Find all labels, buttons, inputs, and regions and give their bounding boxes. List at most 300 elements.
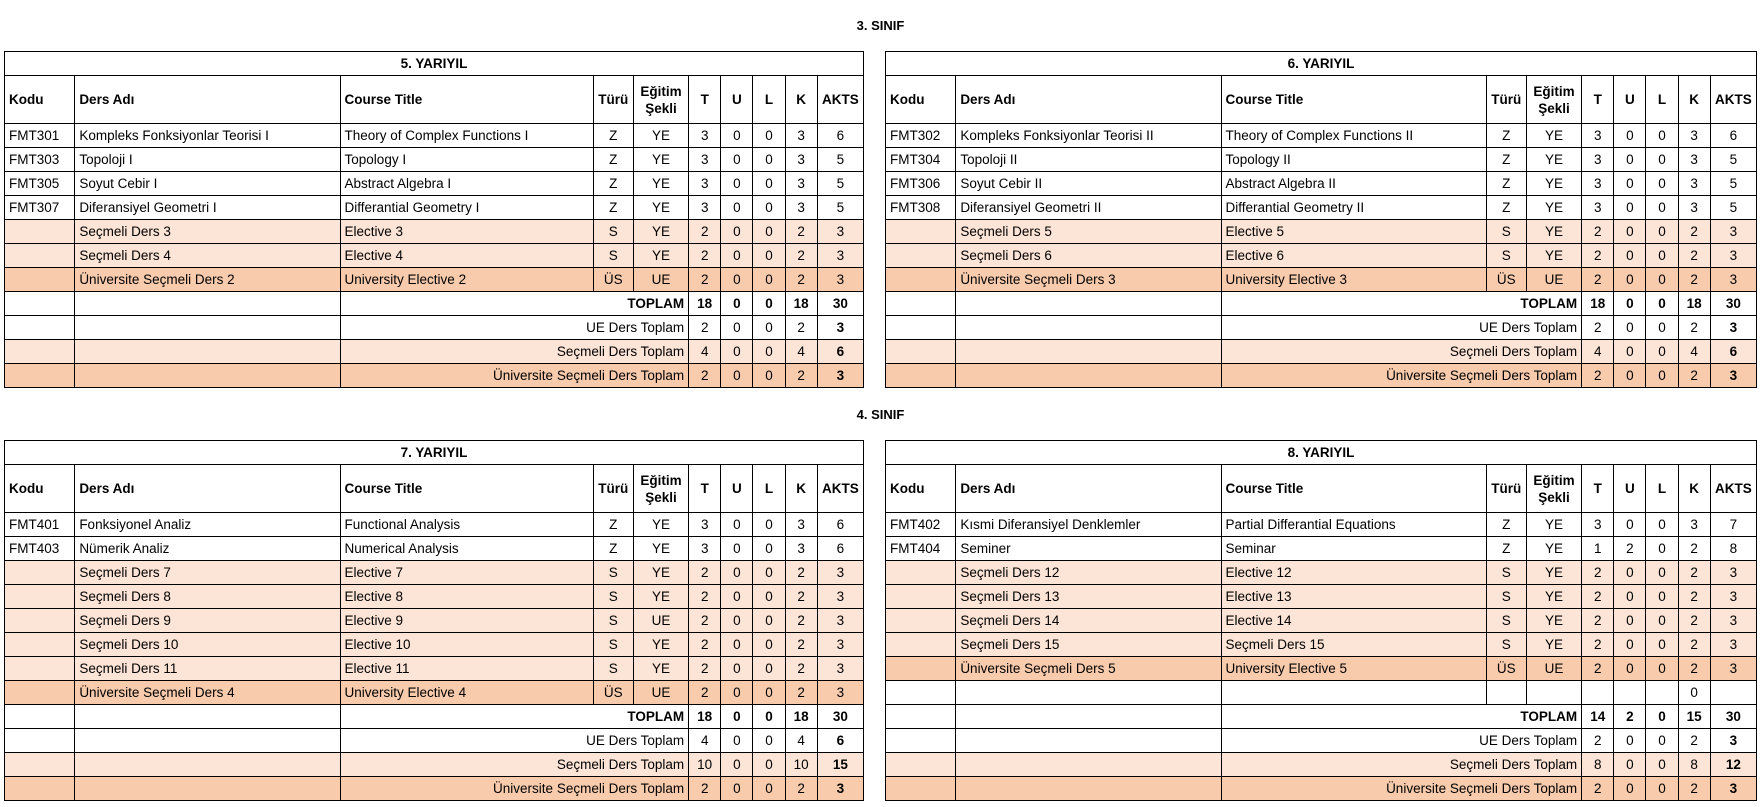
cell-empty: [75, 777, 340, 801]
cell-title: Seminar: [1221, 537, 1486, 561]
cell-mode: YE: [633, 220, 688, 244]
cell-t: 2: [689, 220, 721, 244]
column-header-ders-adi: Ders Adı: [956, 465, 1221, 513]
cell-k: 3: [1678, 124, 1710, 148]
summary-k: 4: [785, 729, 817, 753]
summary-label: TOPLAM: [340, 292, 689, 316]
cell-l: 0: [753, 561, 785, 585]
cell-k: 2: [785, 268, 817, 292]
cell-t: 2: [689, 268, 721, 292]
cell-mode: UE: [1526, 657, 1581, 681]
course-row: [886, 657, 1757, 681]
cell-code: FMT304: [886, 148, 956, 172]
cell-type: S: [593, 244, 633, 268]
cell-empty: [5, 316, 75, 340]
cell-k: 2: [785, 244, 817, 268]
cell-empty: [956, 705, 1221, 729]
cell-name: Üniversite Seçmeli Ders 4: [75, 681, 340, 705]
cell-type: S: [1486, 609, 1526, 633]
course-row: [886, 537, 1757, 561]
column-header-t: T: [1582, 76, 1614, 124]
cell-akts: 5: [1710, 172, 1756, 196]
course-row: [886, 196, 1757, 220]
cell-type: Z: [1486, 172, 1526, 196]
summary-row: [5, 753, 864, 777]
cell-k: 3: [785, 172, 817, 196]
cell-name: Soyut Cebir I: [75, 172, 340, 196]
summary-k: 2: [1678, 729, 1710, 753]
summary-t: 2: [689, 777, 721, 801]
cell-type: S: [593, 633, 633, 657]
cell-t: 3: [1582, 196, 1614, 220]
semester-table-7: [4, 440, 864, 801]
summary-t: 18: [689, 705, 721, 729]
course-row: [5, 585, 864, 609]
column-header-course-title: Course Title: [340, 465, 593, 513]
cell-l: 0: [753, 681, 785, 705]
cell-title: [1221, 681, 1486, 705]
cell-name: Seçmeli Ders 7: [75, 561, 340, 585]
semester-title: 6. YARIYIL: [886, 52, 1757, 76]
course-row: [886, 681, 1757, 705]
cell-akts: 5: [1710, 196, 1756, 220]
column-header-t: T: [689, 465, 721, 513]
cell-mode: YE: [633, 633, 688, 657]
cell-name: Üniversite Seçmeli Ders 5: [956, 657, 1221, 681]
column-header-course-title: Course Title: [1221, 465, 1486, 513]
cell-empty: [956, 777, 1221, 801]
summary-t: 18: [689, 292, 721, 316]
cell-mode: YE: [633, 172, 688, 196]
summary-l: 0: [753, 753, 785, 777]
summary-l: 0: [753, 777, 785, 801]
summary-l: 0: [753, 705, 785, 729]
cell-code: [886, 220, 956, 244]
summary-akts: 6: [817, 729, 863, 753]
cell-l: 0: [1646, 657, 1678, 681]
column-header-l: L: [753, 465, 785, 513]
cell-empty: [75, 292, 340, 316]
cell-mode: YE: [1526, 585, 1581, 609]
cell-u: 0: [721, 244, 753, 268]
summary-akts: 6: [817, 340, 863, 364]
cell-l: 0: [1646, 633, 1678, 657]
cell-l: 0: [1646, 220, 1678, 244]
column-header-l: L: [753, 76, 785, 124]
cell-k: 2: [785, 657, 817, 681]
summary-l: 0: [753, 364, 785, 388]
cell-u: 0: [721, 633, 753, 657]
semester-table-5: [4, 51, 864, 388]
cell-mode: YE: [1526, 196, 1581, 220]
column-header-row: [5, 76, 864, 124]
cell-title: Elective 10: [340, 633, 593, 657]
semester-title-row: [5, 441, 864, 465]
cell-mode: YE: [1526, 633, 1581, 657]
cell-code: FMT401: [5, 513, 75, 537]
cell-empty: [75, 753, 340, 777]
cell-empty: [886, 705, 956, 729]
column-header-akts: AKTS: [1710, 465, 1756, 513]
cell-empty: [956, 753, 1221, 777]
cell-name: Seçmeli Ders 14: [956, 609, 1221, 633]
cell-name: Üniversite Seçmeli Ders 2: [75, 268, 340, 292]
column-header-ders-adi: Ders Adı: [75, 76, 340, 124]
summary-label: Üniversite Seçmeli Ders Toplam: [1221, 777, 1582, 801]
course-row: [5, 513, 864, 537]
summary-akts: 6: [1710, 340, 1756, 364]
cell-empty: [75, 340, 340, 364]
cell-empty: [75, 316, 340, 340]
cell-mode: YE: [1526, 124, 1581, 148]
cell-t: 3: [689, 124, 721, 148]
semester-title: 5. YARIYIL: [5, 52, 864, 76]
cell-code: [886, 633, 956, 657]
cell-l: 0: [753, 124, 785, 148]
summary-t: 14: [1582, 705, 1614, 729]
summary-row: [5, 340, 864, 364]
summary-label: UE Ders Toplam: [1221, 316, 1582, 340]
cell-code: FMT403: [5, 537, 75, 561]
course-row: [5, 268, 864, 292]
cell-type: S: [1486, 561, 1526, 585]
cell-t: 3: [1582, 172, 1614, 196]
semester-title: 8. YARIYIL: [886, 441, 1757, 465]
cell-akts: [1710, 681, 1756, 705]
cell-name: Diferansiyel Geometri II: [956, 196, 1221, 220]
summary-t: 2: [689, 316, 721, 340]
cell-t: 2: [1582, 609, 1614, 633]
semester-table-6: [885, 51, 1757, 388]
cell-name: Nümerik Analiz: [75, 537, 340, 561]
column-header-row: [886, 465, 1757, 513]
summary-l: 0: [1646, 753, 1678, 777]
summary-l: 0: [753, 316, 785, 340]
column-header-l: L: [1646, 76, 1678, 124]
cell-u: 0: [721, 196, 753, 220]
cell-title: Abstract Algebra II: [1221, 172, 1486, 196]
column-header-u: U: [721, 465, 753, 513]
cell-mode: YE: [1526, 609, 1581, 633]
cell-akts: 3: [817, 657, 863, 681]
cell-l: 0: [753, 633, 785, 657]
summary-label: Üniversite Seçmeli Ders Toplam: [1221, 364, 1582, 388]
cell-type: Z: [1486, 513, 1526, 537]
cell-l: 0: [1646, 148, 1678, 172]
column-header-u: U: [1614, 76, 1646, 124]
cell-u: 0: [1614, 244, 1646, 268]
cell-akts: 3: [817, 681, 863, 705]
summary-u: 0: [1614, 340, 1646, 364]
cell-l: 0: [753, 196, 785, 220]
course-row: [5, 681, 864, 705]
cell-code: FMT402: [886, 513, 956, 537]
cell-mode: YE: [633, 124, 688, 148]
cell-t: 2: [689, 609, 721, 633]
cell-akts: 3: [1710, 609, 1756, 633]
cell-k: 2: [1678, 609, 1710, 633]
cell-u: 0: [1614, 220, 1646, 244]
cell-title: Elective 12: [1221, 561, 1486, 585]
cell-code: [5, 220, 75, 244]
cell-mode: UE: [633, 268, 688, 292]
course-row: [886, 172, 1757, 196]
course-row: [886, 609, 1757, 633]
cell-name: Seçmeli Ders 11: [75, 657, 340, 681]
cell-akts: 5: [817, 172, 863, 196]
cell-name: Soyut Cebir II: [956, 172, 1221, 196]
summary-l: 0: [753, 729, 785, 753]
cell-type: Z: [593, 172, 633, 196]
cell-name: Kompleks Fonksiyonlar Teorisi II: [956, 124, 1221, 148]
year-title-3: 3. SINIF: [856, 18, 905, 33]
cell-k: 3: [785, 537, 817, 561]
cell-name: Seçmeli Ders 6: [956, 244, 1221, 268]
course-row: [886, 513, 1757, 537]
cell-title: Abstract Algebra I: [340, 172, 593, 196]
cell-code: [886, 657, 956, 681]
cell-k: 3: [1678, 513, 1710, 537]
cell-t: 2: [1582, 268, 1614, 292]
cell-t: 3: [1582, 148, 1614, 172]
summary-akts: 30: [1710, 705, 1756, 729]
cell-code: FMT308: [886, 196, 956, 220]
cell-u: 0: [1614, 148, 1646, 172]
cell-t: 3: [689, 196, 721, 220]
cell-mode: UE: [1526, 268, 1581, 292]
cell-title: Elective 3: [340, 220, 593, 244]
cell-name: Seçmeli Ders 4: [75, 244, 340, 268]
cell-title: Elective 9: [340, 609, 593, 633]
column-header-kodu: Kodu: [886, 76, 956, 124]
cell-k: 3: [1678, 148, 1710, 172]
cell-akts: 3: [1710, 585, 1756, 609]
summary-l: 0: [753, 292, 785, 316]
cell-empty: [886, 292, 956, 316]
cell-title: Elective 7: [340, 561, 593, 585]
cell-akts: 3: [817, 585, 863, 609]
cell-type: S: [593, 220, 633, 244]
cell-name: Topoloji I: [75, 148, 340, 172]
summary-row: [886, 316, 1757, 340]
cell-akts: 3: [817, 609, 863, 633]
summary-t: 4: [689, 340, 721, 364]
cell-type: S: [593, 609, 633, 633]
cell-akts: 3: [1710, 268, 1756, 292]
column-header-t: T: [1582, 465, 1614, 513]
summary-t: 10: [689, 753, 721, 777]
cell-l: 0: [753, 220, 785, 244]
cell-l: 0: [1646, 561, 1678, 585]
cell-title: Numerical Analysis: [340, 537, 593, 561]
cell-type: Z: [1486, 124, 1526, 148]
cell-l: 0: [1646, 124, 1678, 148]
cell-mode: YE: [1526, 148, 1581, 172]
column-header-k: K: [1678, 76, 1710, 124]
cell-mode: YE: [1526, 513, 1581, 537]
column-header-k: K: [785, 465, 817, 513]
cell-t: 2: [1582, 220, 1614, 244]
cell-title: University Elective 3: [1221, 268, 1486, 292]
summary-row: [886, 705, 1757, 729]
cell-code: [5, 244, 75, 268]
cell-t: 2: [1582, 633, 1614, 657]
cell-empty: [75, 729, 340, 753]
cell-code: [886, 268, 956, 292]
summary-akts: 3: [817, 777, 863, 801]
cell-mode: YE: [633, 561, 688, 585]
cell-title: Seçmeli Ders 15: [1221, 633, 1486, 657]
cell-u: 0: [721, 585, 753, 609]
summary-u: 0: [721, 705, 753, 729]
column-header-turu: Türü: [1486, 76, 1526, 124]
cell-u: 0: [1614, 172, 1646, 196]
column-header-l: L: [1646, 465, 1678, 513]
cell-k: 3: [785, 124, 817, 148]
semester-table-8: [885, 440, 1757, 801]
cell-akts: 3: [817, 633, 863, 657]
course-row: [5, 196, 864, 220]
cell-empty: [886, 316, 956, 340]
cell-k: 2: [1678, 561, 1710, 585]
cell-mode: YE: [633, 148, 688, 172]
cell-l: 0: [753, 537, 785, 561]
cell-type: S: [1486, 633, 1526, 657]
cell-name: Seçmeli Ders 13: [956, 585, 1221, 609]
cell-l: 0: [753, 513, 785, 537]
course-row: [5, 609, 864, 633]
cell-mode: YE: [633, 537, 688, 561]
cell-k: 3: [1678, 172, 1710, 196]
summary-row: [886, 292, 1757, 316]
cell-type: Z: [593, 537, 633, 561]
cell-title: Topology II: [1221, 148, 1486, 172]
summary-l: 0: [1646, 292, 1678, 316]
cell-name: Diferansiyel Geometri I: [75, 196, 340, 220]
cell-code: [5, 561, 75, 585]
cell-l: 0: [753, 244, 785, 268]
cell-l: 0: [1646, 244, 1678, 268]
summary-l: 0: [1646, 316, 1678, 340]
column-header-u: U: [1614, 465, 1646, 513]
cell-k: 2: [785, 585, 817, 609]
summary-row: [5, 777, 864, 801]
cell-code: FMT305: [5, 172, 75, 196]
cell-u: 0: [1614, 585, 1646, 609]
cell-type: S: [593, 561, 633, 585]
cell-k: 2: [1678, 657, 1710, 681]
summary-akts: 30: [1710, 292, 1756, 316]
cell-title: University Elective 4: [340, 681, 593, 705]
cell-u: 0: [1614, 513, 1646, 537]
cell-t: 1: [1582, 537, 1614, 561]
course-row: [5, 561, 864, 585]
summary-akts: 30: [817, 292, 863, 316]
summary-row: [5, 729, 864, 753]
summary-k: 2: [1678, 316, 1710, 340]
cell-code: FMT404: [886, 537, 956, 561]
cell-type: ÜS: [593, 268, 633, 292]
cell-name: Kompleks Fonksiyonlar Teorisi I: [75, 124, 340, 148]
cell-l: 0: [1646, 609, 1678, 633]
summary-t: 2: [1582, 364, 1614, 388]
cell-l: 0: [753, 657, 785, 681]
column-header-akts: AKTS: [817, 465, 863, 513]
course-row: [5, 220, 864, 244]
cell-t: 3: [689, 513, 721, 537]
cell-title: Elective 6: [1221, 244, 1486, 268]
cell-akts: 3: [1710, 633, 1756, 657]
cell-type: Z: [593, 124, 633, 148]
cell-akts: 3: [1710, 561, 1756, 585]
cell-empty: [886, 777, 956, 801]
summary-u: 0: [721, 340, 753, 364]
semester-title-row: [886, 441, 1757, 465]
summary-row: [886, 753, 1757, 777]
cell-t: 2: [1582, 585, 1614, 609]
cell-mode: UE: [633, 609, 688, 633]
summary-akts: 15: [817, 753, 863, 777]
cell-akts: 3: [1710, 244, 1756, 268]
column-header-k: K: [785, 76, 817, 124]
cell-akts: 7: [1710, 513, 1756, 537]
summary-u: 0: [721, 364, 753, 388]
cell-empty: [886, 364, 956, 388]
cell-mode: YE: [633, 657, 688, 681]
cell-code: FMT307: [5, 196, 75, 220]
summary-u: 0: [1614, 292, 1646, 316]
cell-u: 0: [1614, 609, 1646, 633]
column-header-t: T: [689, 76, 721, 124]
cell-l: 0: [1646, 268, 1678, 292]
cell-mode: YE: [633, 196, 688, 220]
cell-name: Seçmeli Ders 12: [956, 561, 1221, 585]
course-row: [886, 244, 1757, 268]
cell-name: Seçmeli Ders 10: [75, 633, 340, 657]
cell-k: 2: [1678, 268, 1710, 292]
cell-empty: [886, 753, 956, 777]
cell-akts: 3: [817, 561, 863, 585]
summary-label: TOPLAM: [1221, 292, 1582, 316]
course-row: [886, 124, 1757, 148]
column-header-ders-adi: Ders Adı: [75, 465, 340, 513]
column-header-egitim: Eğitim Şekli: [1526, 465, 1581, 513]
cell-k: 2: [785, 220, 817, 244]
semester-title-row: [886, 52, 1757, 76]
summary-u: 0: [1614, 777, 1646, 801]
summary-t: 18: [1582, 292, 1614, 316]
cell-l: [1646, 681, 1678, 705]
course-row: [886, 220, 1757, 244]
cell-u: 0: [721, 124, 753, 148]
summary-u: 0: [1614, 364, 1646, 388]
summary-k: 2: [785, 316, 817, 340]
cell-u: 0: [721, 220, 753, 244]
cell-k: 2: [1678, 633, 1710, 657]
summary-row: [886, 364, 1757, 388]
cell-type: Z: [593, 513, 633, 537]
summary-akts: 3: [1710, 777, 1756, 801]
cell-title: Elective 5: [1221, 220, 1486, 244]
cell-code: [5, 657, 75, 681]
summary-akts: 12: [1710, 753, 1756, 777]
course-row: [5, 148, 864, 172]
cell-t: 2: [689, 681, 721, 705]
course-row: [886, 585, 1757, 609]
cell-code: [5, 681, 75, 705]
column-header-turu: Türü: [1486, 465, 1526, 513]
summary-label: UE Ders Toplam: [1221, 729, 1582, 753]
